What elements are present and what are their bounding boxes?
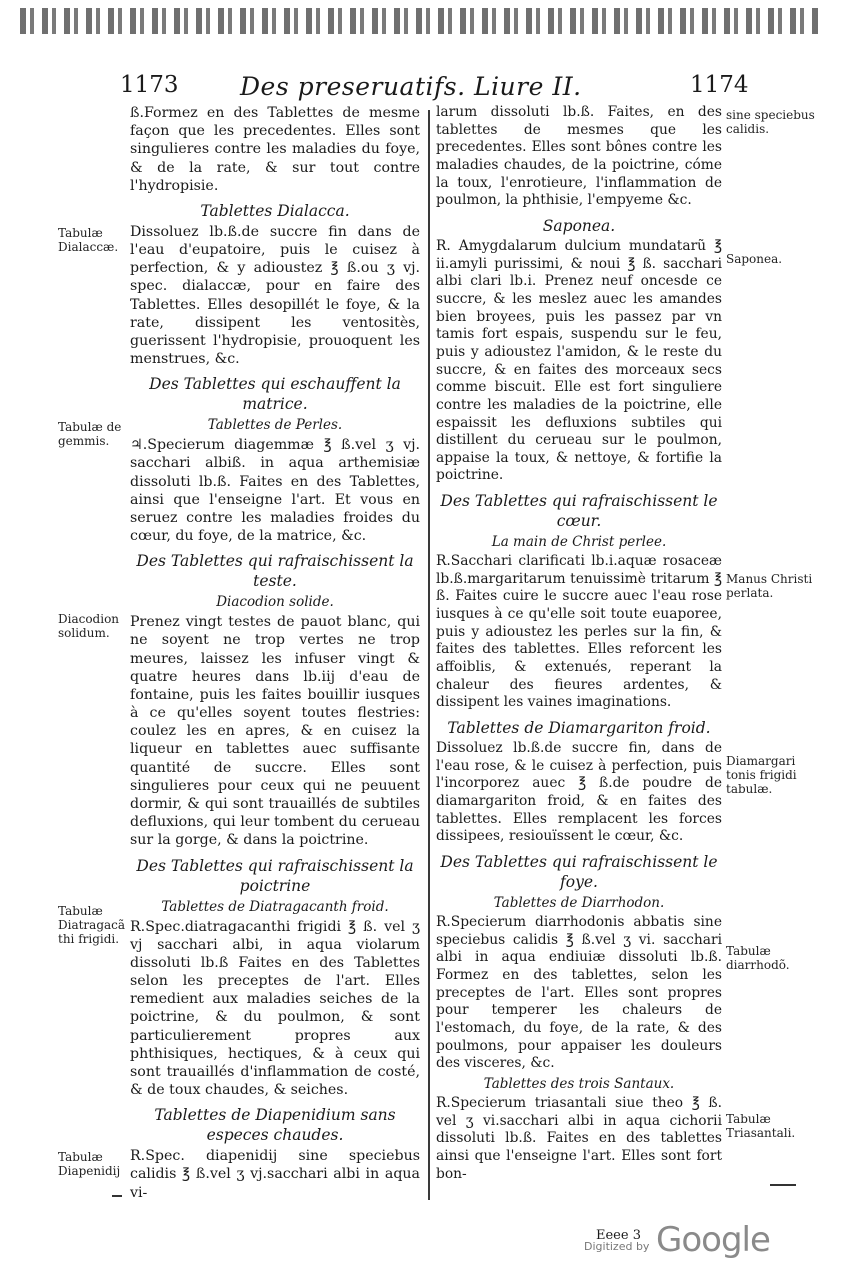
digitized-by-label: Digitized by xyxy=(584,1240,650,1253)
margin-note-diapenidij: Tabulæ Diapenidij xyxy=(58,1150,121,1178)
section-heading: Tablettes de Diamargariton froid. xyxy=(447,719,711,738)
margin-note-manus-christi: Manus Christi perlata. xyxy=(726,572,813,600)
paragraph: R.Spec.diatragacanthi frigidi ℥ ß. vel ʒ vj sacchari albi, in aqua violarum dissoluti lb.ß Faites en des Tablettes selon les preceptes de l'art. Elles remedient aux maladies seiches de la poictrine, & du poulmon, & sont particulierement propres aux phthisiques, hectiques, & à ceux qui sont trauaillés d'inflammation de costé, & de toux chaudes, & seiches. xyxy=(130,918,420,1099)
section-heading: Des Tablettes qui rafraischissent la teste. xyxy=(136,552,414,591)
paragraph: R.Sacchari clarificati lb.i.aquæ rosaceæ lb.ß.margaritarum tenuissimè tritarum ℥ ß. Faites cuire le succre auec l'eau rose iusques à ce qu'elle soit toute euaporee, puis y adioustez les perles sur la fin, & faites des tablettes. Elles reforcent les affoiblis, & extenués, reperant la chaleur des fieures ardentes, & dissipent les vaines imaginations. xyxy=(436,553,722,711)
margin-note-dialacca: Tabulæ Dialaccæ. xyxy=(58,226,119,254)
google-logo: Google xyxy=(656,1220,770,1260)
margin-note-saponea: Saponea. xyxy=(726,252,783,266)
page-title: Des preseruatifs. Liure II. xyxy=(240,72,582,101)
margin-note-triasantali: Tabulæ Triasantali. xyxy=(726,1112,796,1140)
paragraph: Dissoluez lb.ß.de succre fin dans de l'eau d'eupatoire, puis le cuisez à perfection, & y adioustez ℥ ß.ou ʒ vj. spec. dialaccæ, pour en faire des Tablettes. Elles desopillét le foye, & la rate, dissipent les ventositès, guerissent l'hydropisie, prouoquent les menstrues, &c. xyxy=(130,223,420,368)
signature-mark: Eeee 3 xyxy=(596,1228,641,1243)
margin-note-sine-speciebus: sine speciebus calidis. xyxy=(726,108,815,136)
paragraph: ß.Formez en des Tablettes de mesme façon que les precedentes. Elles sont singulieres contre les maladies du foye, & de la rate, & sur tout contre l'hydropisie. xyxy=(130,105,420,194)
section-heading: Saponea. xyxy=(542,216,616,235)
margin-note-diamargariton: Diamargari tonis frigidi tabulæ. xyxy=(726,754,797,796)
paragraph: R. Amygdalarum dulcium mundatarũ ℥ ii.amyli purissimi, & noui ℥ ß. sacchari albi clari lb.i. Prenez neuf oncesde ce succre, & les meslez auec les amandes bien broyees, puis les passez par vn tamis fort espais, suspendu sur le feu, puis y adioustez l'amidon, & le reste du succre, & en faites des morceaux secs comme biscuit. Elle est fort singuliere contre les maladies de la poictrine, elle espaissit les defluxions subtiles qui distillent du cerueau sur le poulmon, appaise la toux, & nettoye, & fortifie la poictrine. xyxy=(436,237,722,484)
section-heading: Des Tablettes qui rafraischissent le foye. xyxy=(440,852,718,891)
recipe-heading: Diacodion solide. xyxy=(216,594,334,611)
paragraph: R.Specierum diarrhodonis abbatis sine speciebus calidis ℥ ß.vel ʒ vi. sacchari albi in aqua endiuiæ dissoluti lb.ß. Formez en des tablettes, selon les preceptes de l'art. Elles sont propres pour temperer les chaleurs de l'estomach, du foye, de la rate, & des poulmons, pour appaiser les douleurs des visceres, &c. xyxy=(436,913,722,1072)
margin-note-diatragacanth: Tabulæ Diatragacã thi frigidi. xyxy=(58,904,126,946)
printer-mark xyxy=(770,1184,796,1186)
recipe-heading: Tablettes de Perles. xyxy=(207,417,343,434)
margin-note-diarrhodon: Tabulæ diarrhodõ. xyxy=(726,944,790,972)
running-head xyxy=(0,72,854,106)
margin-note-gemmis: Tabulæ de gemmis. xyxy=(58,420,122,448)
section-heading: Tablettes Dialacca. xyxy=(200,201,350,220)
right-column xyxy=(436,104,722,1183)
recipe-heading: Tablettes des trois Santaux. xyxy=(483,1075,675,1092)
paragraph: R.Specierum triasantali siue theo ℥ ß. vel ʒ vi.sacchari albi in aqua cichorii dissoluti lb.ß. Faites en des tablettes ainsi que l'enseigne l'art. Elles sont fort bon- xyxy=(436,1094,722,1182)
section-heading: Des Tablettes qui eschauffent la matrice. xyxy=(149,375,401,414)
page-top-ink-smudge xyxy=(20,8,820,34)
margin-note-diacodion: Diacodion solidum. xyxy=(58,612,120,640)
paragraph: Dissoluez lb.ß.de succre fin, dans de l'eau rose, & le cuisez à perfection, puis l'incorporez auec ℥ ß.de poudre de diamargariton froid, & en faites des tablettes. Elles remplacent les forces dissipees, resiouïssent le cœur, &c. xyxy=(436,740,722,845)
printer-mark xyxy=(112,1195,122,1197)
paragraph: R.Spec. diapenidij sine speciebus calidis ℥ ß.vel ʒ vj.sacchari albi in aqua vi- xyxy=(130,1148,420,1201)
recipe-heading: Tablettes de Diatragacanth froid. xyxy=(161,898,389,915)
column-divider xyxy=(428,110,430,1200)
page-number-left: 1173 xyxy=(120,72,179,98)
section-heading: Tablettes de Diapenidium sans especes chaudes. xyxy=(154,1106,396,1145)
recipe-heading: La main de Christ perlee. xyxy=(491,534,667,551)
paragraph: ♃.Specierum diagemmæ ℥ ß.vel ʒ vj. sacchari albiß. in aqua arthemisiæ dissoluti lb.ß. Faites en des Tablettes, ainsi que l'enseigne l'art. Et vous en seruez contre les maladies froides du cœur, du foye, de la matrice, &c. xyxy=(130,437,420,545)
section-heading: Des Tablettes qui rafraischissent la poictrine xyxy=(136,856,414,895)
recipe-heading: Tablettes de Diarrhodon. xyxy=(493,894,665,911)
left-column xyxy=(130,104,420,1202)
paragraph: Prenez vingt testes de pauot blanc, qui ne soyent ne trop vertes ne trop meures, laissez les infuser vingt & quatre heures dans lb.iij d'eau de fontaine, puis les faites bouillir iusques à ce qu'elles soyent toutes flestries: coulez les en apres, & en cuisez la liqueur en tablettes auec suffisante quantité de succre. Elles sont singulieres pour ceux qui ne peuuent dormir, & qui sont trauaillés de subtiles defluxions, qui leur tombent du cerueau sur la gorge, & dans la poictrine. xyxy=(130,614,420,849)
page-number-right: 1174 xyxy=(690,72,749,98)
paragraph: larum dissoluti lb.ß. Faites, en des tablettes de mesmes que les precedentes. Elles sont bônes contre les maladies chaudes, de la poictrine, cóme la toux, l'enrotieure, l'inflammation de poulmon, la phthisie, l'empyeme &c. xyxy=(436,104,722,209)
section-heading: Des Tablettes qui rafraischissent le cœur. xyxy=(440,492,718,531)
